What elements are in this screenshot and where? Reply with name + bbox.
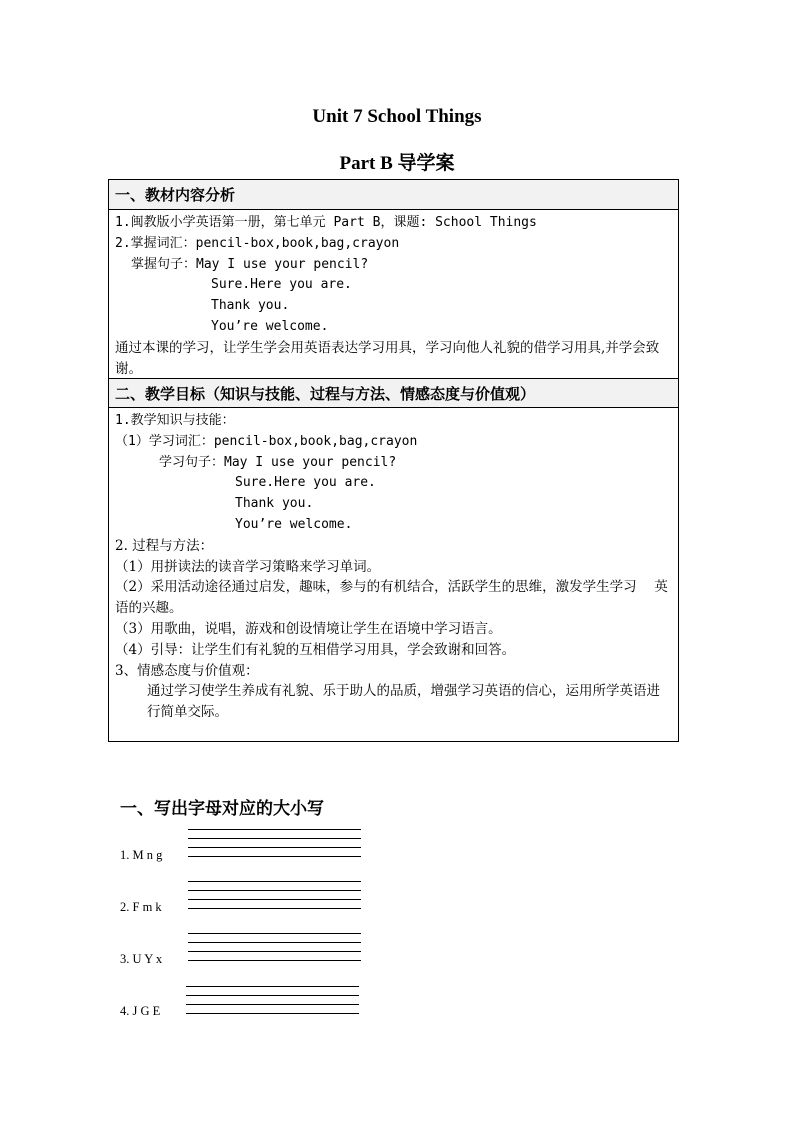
- exercise-heading: 一、写出字母对应的大小写: [120, 799, 324, 819]
- section2-line: （1）学习词汇：pencil-box,book,bag,crayon: [115, 433, 418, 449]
- section2-line: 通过学习使学生养成有礼貌、乐于助人的品质，增强学习英语的信心，运用所学英语进行简单交际。: [147, 683, 660, 721]
- section2-line: 2. 过程与方法：: [115, 537, 214, 554]
- document-subtitle: Part B 导学案: [339, 153, 455, 174]
- section1-summary: 通过本课的学习，让学生学会用英语表达学习用具，学习向他人礼貌的借学习用具,并学会致谢。: [115, 339, 660, 377]
- writing-lines-2[interactable]: [188, 881, 361, 909]
- section1-line: Thank you.: [211, 298, 290, 314]
- writing-lines-4[interactable]: [186, 986, 359, 1014]
- section1-line: You’re welcome.: [211, 318, 329, 334]
- section1-line: 2.掌握词汇：pencil-box,book,bag,crayon: [115, 235, 400, 251]
- section2-line: （1）用拼读法的读音学习策略来学习单词。: [115, 558, 381, 575]
- section1-body: [109, 211, 678, 381]
- lesson-plan-table: [108, 179, 679, 742]
- exercise-item: 2. F m k: [120, 900, 162, 914]
- document-title: Unit 7 School Things: [312, 106, 482, 127]
- section1-line: Sure.Here you are.: [211, 277, 352, 293]
- writing-lines-1[interactable]: [188, 829, 361, 857]
- section2-line: You’re welcome.: [235, 516, 353, 532]
- writing-lines-3[interactable]: [188, 933, 361, 961]
- section2-line: 1.教学知识与技能：: [115, 413, 235, 428]
- section1-line: 掌握句子：May I use your pencil?: [131, 256, 369, 272]
- section2-line: Sure.Here you are.: [235, 475, 376, 491]
- section2-line: （4）引导：让学生们有礼貌的互相借学习用具，学会致谢和回答。: [115, 641, 516, 658]
- exercise-item: 3. U Y x: [120, 952, 163, 966]
- section2-line: 3、情感态度与价值观：: [115, 662, 259, 679]
- section2-line: Thank you.: [235, 496, 314, 512]
- section2-body: [109, 409, 678, 725]
- section2-line: （2）采用活动途径通过启发，趣味，参与的有机结合，活跃学生的思维，激发学生学习 英语的兴趣。: [115, 579, 668, 617]
- section2-heading: 二、教学目标（知识与技能、过程与方法、情感态度与价值观）: [109, 378, 678, 408]
- section2-line: （3）用歌曲，说唱，游戏和创设情境让学生在语境中学习语言。: [115, 620, 502, 637]
- section1-heading: 一、教材内容分析: [109, 180, 678, 210]
- exercise-item: 4. J G E: [120, 1004, 161, 1018]
- section2-line: 学习句子：May I use your pencil?: [159, 454, 397, 470]
- exercise-item: 1. M n g: [120, 848, 163, 862]
- section1-line: 1.闽教版小学英语第一册，第七单元 Part B，课题: School Things: [115, 215, 537, 230]
